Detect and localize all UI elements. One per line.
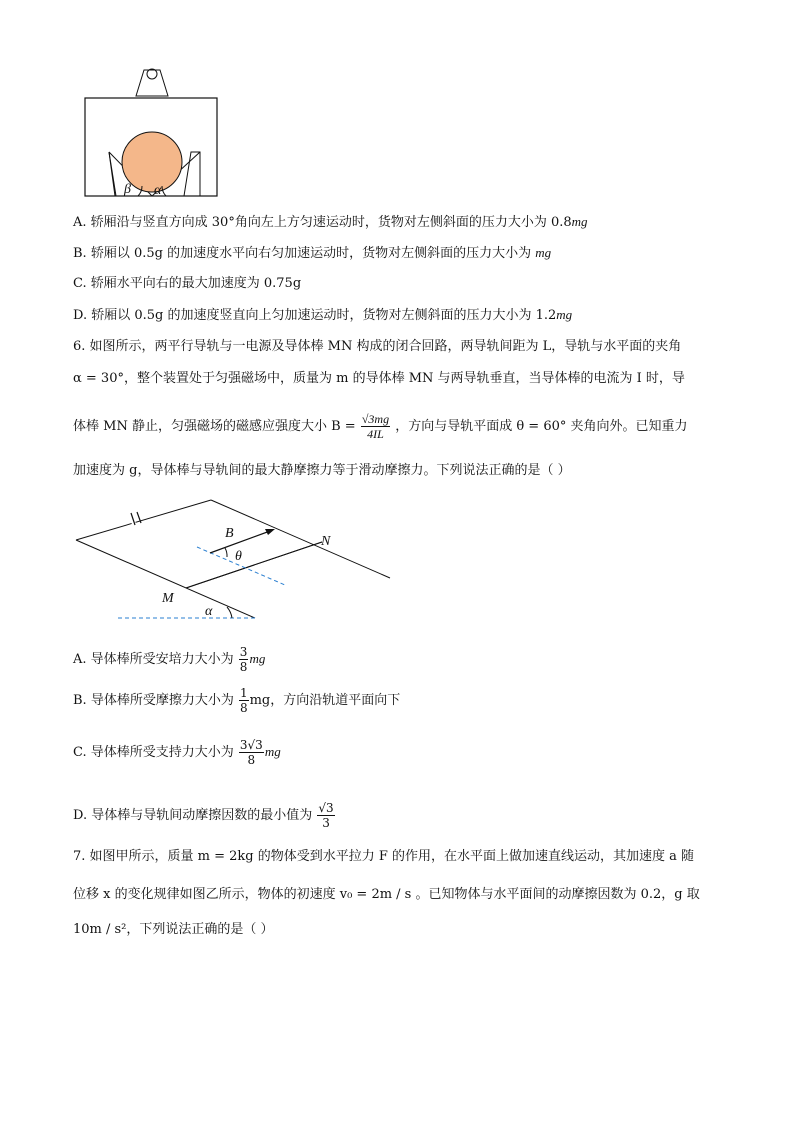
rod-upper — [186, 542, 322, 588]
q6-option-c[interactable]: C. 导体棒所受支持力大小为 $\frac{3√3}{8}$ mg — [73, 738, 281, 767]
q6-line-2: α = 30°，整个装置处于匀强磁场中，质量为 m 的导体棒 MN 与两导轨垂直，当导体棒的电流为 I 时，导 — [73, 371, 685, 386]
theta-arc — [225, 548, 227, 557]
cargo-ball — [122, 132, 182, 192]
q6-line-4: 加速度为 g，导体棒与导轨间的最大静摩擦力等于滑动摩擦力。下列说法正确的是（ ） — [73, 463, 571, 478]
hanger — [136, 70, 168, 96]
b-formula-fraction: $\frac{√3mg}{4IL}$ — [361, 412, 390, 441]
figure-cabin — [80, 60, 230, 200]
q7-line-1: 7. 如图甲所示，质量 m = 2kg 的物体受到水平拉力 F 的作用，在水平面上做加速直线运动，其加速度 a 随 — [73, 849, 695, 864]
figure-rails — [70, 495, 400, 625]
rail-top — [76, 500, 211, 540]
rail-left — [76, 540, 255, 618]
alpha-arc — [227, 607, 232, 618]
label-beta: β — [124, 182, 131, 197]
q5-option-d[interactable]: D. 轿厢以 0.5g 的加速度竖直向上匀加速运动时，货物对左侧斜面的压力大小为 1.2mg — [73, 307, 573, 323]
q7-line-3: 10m / s²，下列说法正确的是（ ） — [73, 922, 274, 937]
q6-option-a[interactable]: A. 导体棒所受安培力大小为 $\frac{3}{8}$ mg — [73, 645, 266, 674]
q6-line-3: 体棒 MN 静止，匀强磁场的磁感应强度大小 B = $\frac{√3mg}{4IL}$ ，方向与导轨平面成 θ = 60° 夹角向外。已知重力 — [73, 412, 688, 441]
q6-line-1: 6. 如图所示，两平行导轨与一电源及导体棒 MN 构成的闭合回路，两导轨间距为 L，导轨与水平面的夹角 — [73, 339, 682, 354]
q5-option-b[interactable]: B. 轿厢以 0.5g 的加速度水平向右匀加速运动时，货物对左侧斜面的压力大小为 mg — [73, 245, 552, 261]
q5-option-c[interactable]: C. 轿厢水平向右的最大加速度为 0.75g — [73, 276, 302, 291]
label-M: M — [162, 591, 174, 606]
label-theta: θ — [235, 549, 242, 564]
label-B: B — [225, 526, 234, 541]
q7-line-2: 位移 x 的变化规律如图乙所示，物体的初速度 v₀ = 2m / s 。已知物体与水平面间的动摩擦因数为 0.2，g 取 — [73, 887, 700, 902]
label-N: N — [321, 534, 331, 549]
q6-option-d[interactable]: D. 导体棒与导轨间动摩擦因数的最小值为 $\frac{√3}{3}$ — [73, 801, 334, 830]
q5-option-a[interactable]: A. 轿厢沿与竖直方向成 30°角向左上方匀速运动时，货物对左侧斜面的压力大小为 0.8mg — [73, 214, 588, 230]
label-alpha: α — [154, 183, 162, 198]
rail-top-2 — [211, 500, 390, 578]
b-field-arrowhead — [265, 529, 275, 535]
q6-option-b[interactable]: B. 导体棒所受摩擦力大小为 $\frac{1}{8}$ mg，方向沿轨道平面向下 — [73, 686, 401, 715]
label-alpha2: α — [205, 604, 213, 619]
